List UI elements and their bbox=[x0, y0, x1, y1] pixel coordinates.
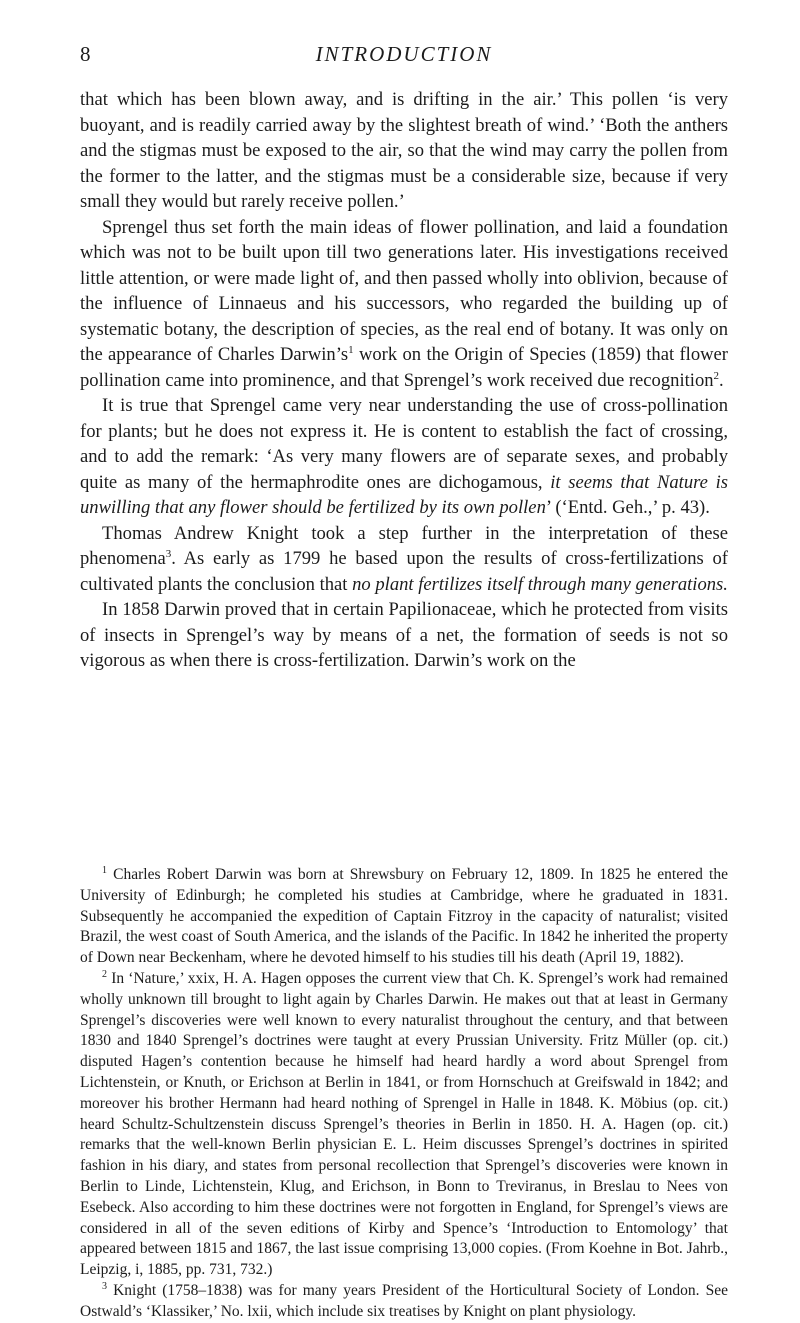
paragraph-text: work on the Origin of Species (1859) that flower pollination came into prominence, and that Sprengel’s work received due recognition bbox=[80, 344, 728, 391]
footnote-text: In ‘Nature,’ xxix, H. A. Hagen opposes the current view that Ch. K. Sprengel’s work had remained wholly unknown till brought to light again by Charles Darwin. He makes out that at least in Germany Sprengel’s discoveries were well known to every naturalist throughout the century, and that between 1830 and 1840 Sprengel’s doctrines were taught at every Prussian University. Fritz Müller (op. cit.) disputed Hagen’s contention because he himself had heard hardly a word about Sprengel from Lichtenstein, or Knuth, or Erichson at Berlin in 1841, or from Hornschuch at Greifswald in 1842; and moreover his brother Hermann had heard nothing of Sprengel in Halle in 1848. K. Möbius (op. cit.) heard Schultz-Schultzenstein discuss Sprengel’s theories in Berlin in 1850. H. A. Hagen (op. cit.) remarks that the well-known Berlin physician E. L. Heim discusses Sprengel’s doctrines in spirited fashion in his diary, and states from personal recollection that Sprengel’s discoveries were known in Berlin to Linde, Lichtenstein, Klug, and Erichson, in Bonn to Treviranus, in Breslau to Nees von Esebeck. Also according to him these doctrines were not forgotten in England, for Sprengel’s views are considered in all of the seven editions of Kirby and Spence’s ‘Introduction to Entomology’ that appeared between 1815 and 1867, the last issue comprising 13,000 copies. (From Koehne in Bot. Jahrb., Leipzig, i, 1885, pp. 731, 732.) bbox=[80, 969, 728, 1279]
paragraph-text: . bbox=[719, 369, 724, 391]
paragraph-text: ’ (‘Entd. Geh.,’ p. 43). bbox=[545, 497, 710, 518]
paragraph-text: Thomas Andrew Knight took a step further in the interpretation of these phenomena bbox=[80, 522, 728, 569]
footnote bbox=[80, 1281, 728, 1323]
paragraph-text: In 1858 Darwin proved that in certain Papilionaceae, which he protected from visits of insects in Sprengel’s way by means of a net, the formation of seeds is not so vigorous as when there is cross-fertilization. Darwin’s work on the bbox=[80, 599, 728, 671]
footnote-mark: 1 bbox=[102, 864, 107, 876]
footnote-mark: 3 bbox=[102, 1280, 107, 1292]
footnote-reference: 1 bbox=[348, 343, 354, 356]
footnote-mark: 2 bbox=[102, 968, 107, 980]
paragraph-text: that which has been blown away, and is drifting in the air.’ This pollen ‘is very buoyant, and is readily carried away by the slightest breath of wind.’ ‘Both the anthers and the stigmas must be exposed to the air, so that the wind may carry the pollen from the former to the latter, and the stigmas must be a considerable size, because if very small they would but rarely receive pollen.’ bbox=[80, 89, 728, 212]
body-paragraph bbox=[80, 87, 728, 215]
paragraph-text: Sprengel thus set forth the main ideas of flower pollination, and laid a foundation which was not to be built upon till two generations later. His investigations received little attention, or were made light of, and then passed wholly into oblivion, because of the influence of Linnaeus and his successors, who regarded the building up of systematic botany, the description of species, as the real end of botany. It was only on the appearance of Charles Darwin’s bbox=[80, 216, 728, 365]
body-paragraph bbox=[80, 215, 728, 394]
footnote-text: Charles Robert Darwin was born at Shrewsbury on February 12, 1809. In 1825 he entered the University of Edinburgh; he completed his studies at Cambridge, where he graduated in 1831. Subsequently he accompanied the expedition of Captain Fitzroy in the capacity of naturalist; visited Brazil, the west coast of South America, and the islands of the Pacific. In 1842 he inherited the property of Down near Beckenham, where he devoted himself to his studies till his death (April 19, 1882). bbox=[80, 866, 728, 967]
body-paragraph bbox=[80, 393, 728, 521]
body-paragraph bbox=[80, 597, 728, 674]
paragraph-text: . As early as 1799 he based upon the results of cross-fertilizations of cultivated plants the conclusion that bbox=[80, 548, 728, 595]
footnotes bbox=[80, 865, 728, 1323]
italic-text: no plant fertilizes itself through many generations. bbox=[352, 573, 728, 595]
footnote-text: Knight (1758–1838) was for many years President of the Horticultural Society of London. See Ostwald’s ‘Klassiker,’ No. lxii, which include six treatises by Knight on plant physiology. bbox=[80, 1281, 728, 1320]
running-head: INTRODUCTION bbox=[315, 42, 493, 66]
footnote bbox=[80, 865, 728, 969]
footnote-reference: 3 bbox=[165, 547, 172, 560]
footnote-reference: 2 bbox=[713, 369, 720, 382]
paragraph-text: It is true that Sprengel came very near understanding the use of cross-pollination for plants; but he does not express it. He is content to establish the fact of crossing, and to add the remark: ‘As very many flowers are of separate sexes, and probably quite as many of the hermaphrodite ones are dichogamous, bbox=[80, 395, 728, 493]
footnote bbox=[80, 969, 728, 1281]
page-header bbox=[80, 42, 728, 72]
body-paragraph bbox=[80, 521, 728, 598]
page-number: 8 bbox=[80, 42, 91, 66]
italic-text: it seems that Nature is unwilling that any flower should be fertilized by its own pollen bbox=[80, 471, 728, 518]
body-text bbox=[80, 87, 728, 674]
